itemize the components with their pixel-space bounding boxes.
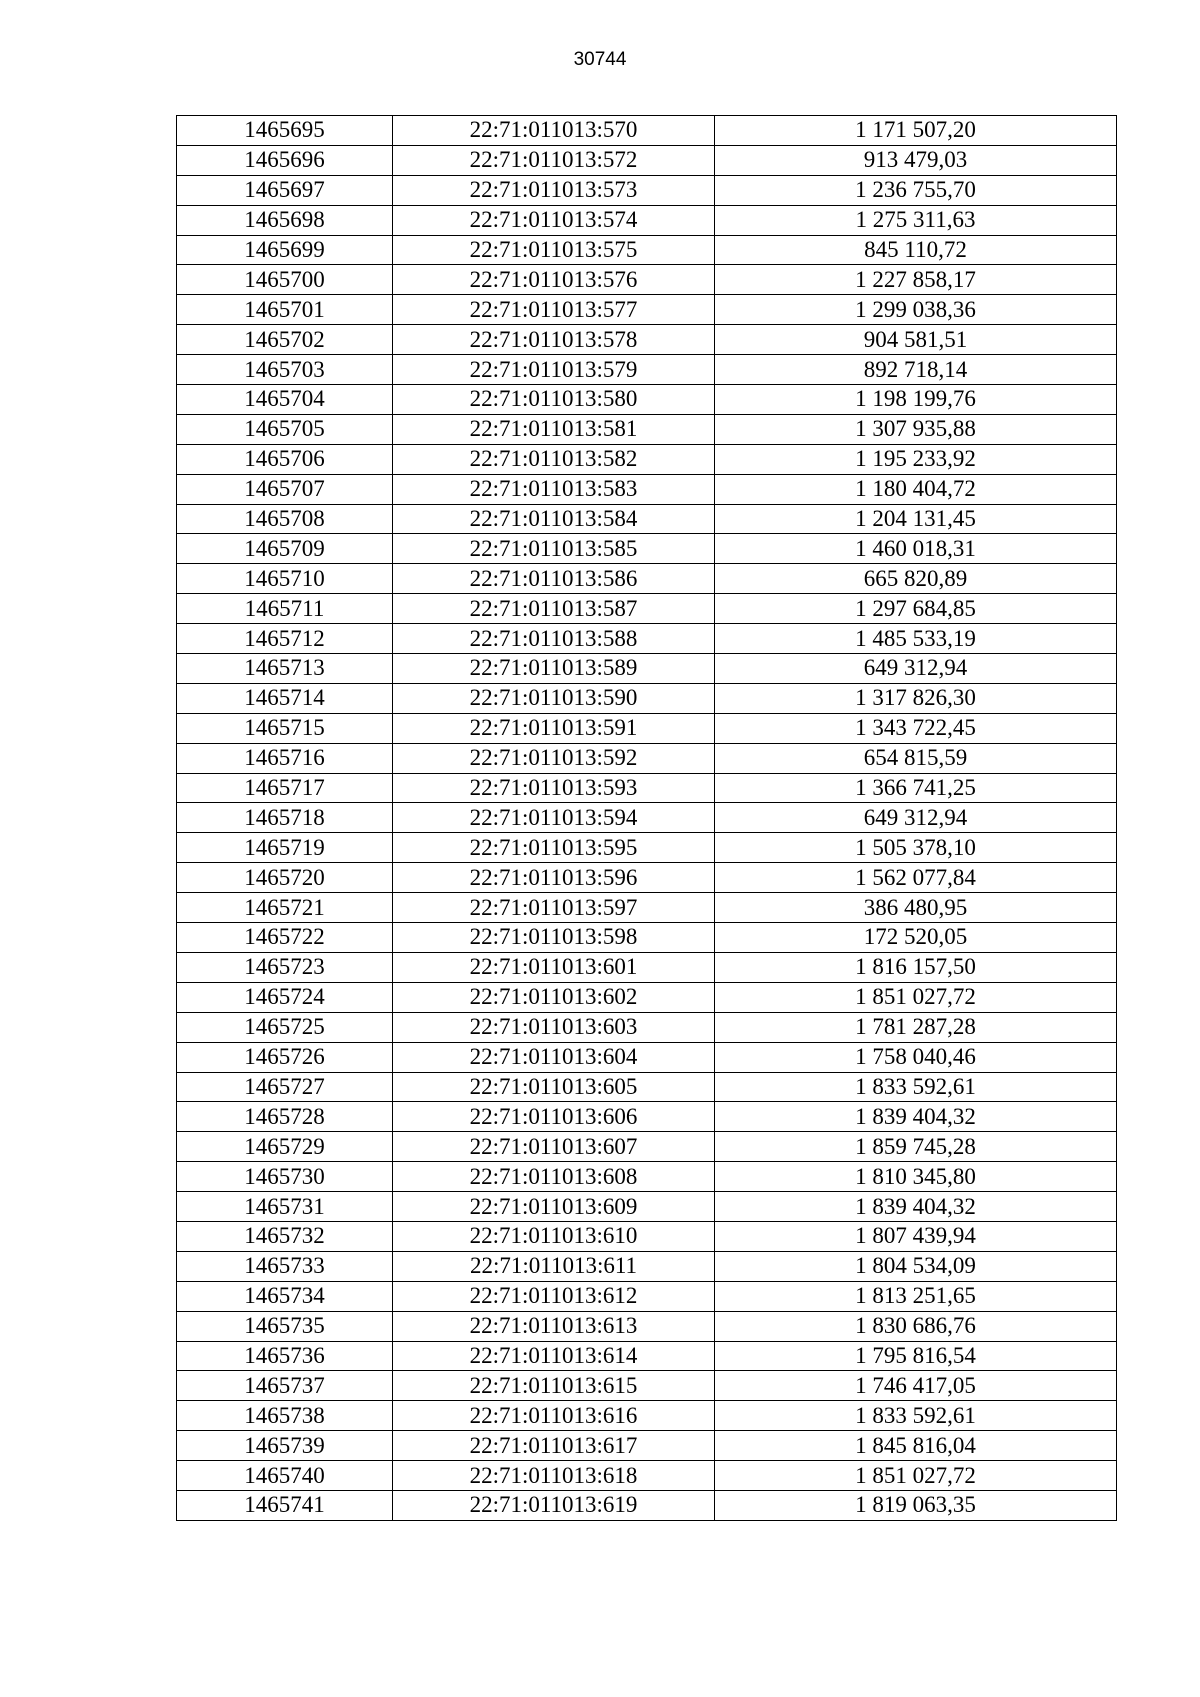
table-row	[177, 743, 1117, 773]
table-row	[177, 624, 1117, 654]
row-number-cell: 1465703	[177, 355, 393, 385]
row-number-cell: 1465720	[177, 863, 393, 893]
cadastral-number-cell: 22:71:011013:598	[393, 923, 715, 953]
cadastral-number-cell: 22:71:011013:611	[393, 1251, 715, 1281]
cadastral-value-cell: 845 110,72	[715, 235, 1117, 265]
cadastral-value-cell: 1 758 040,46	[715, 1042, 1117, 1072]
cadastral-value-cell: 1 816 157,50	[715, 952, 1117, 982]
row-number-cell: 1465707	[177, 474, 393, 504]
cadastral-number-cell: 22:71:011013:593	[393, 773, 715, 803]
row-number-cell: 1465740	[177, 1461, 393, 1491]
cadastral-value-cell: 1 830 686,76	[715, 1311, 1117, 1341]
cadastral-number-cell: 22:71:011013:586	[393, 564, 715, 594]
row-number-cell: 1465733	[177, 1251, 393, 1281]
table-row	[177, 982, 1117, 1012]
cadastral-value-cell: 1 275 311,63	[715, 205, 1117, 235]
cadastral-number-cell: 22:71:011013:606	[393, 1102, 715, 1132]
cadastral-value-cell: 172 520,05	[715, 923, 1117, 953]
cadastral-value-cell: 1 839 404,32	[715, 1102, 1117, 1132]
cadastral-number-cell: 22:71:011013:604	[393, 1042, 715, 1072]
row-number-cell: 1465719	[177, 833, 393, 863]
row-number-cell: 1465726	[177, 1042, 393, 1072]
row-number-cell: 1465729	[177, 1132, 393, 1162]
cadastral-number-cell: 22:71:011013:582	[393, 444, 715, 474]
cadastral-value-cell: 1 460 018,31	[715, 534, 1117, 564]
row-number-cell: 1465718	[177, 803, 393, 833]
cadastral-number-cell: 22:71:011013:612	[393, 1281, 715, 1311]
row-number-cell: 1465721	[177, 893, 393, 923]
cadastral-number-cell: 22:71:011013:596	[393, 863, 715, 893]
cadastral-number-cell: 22:71:011013:572	[393, 145, 715, 175]
cadastral-value-cell: 1 505 378,10	[715, 833, 1117, 863]
table-row	[177, 145, 1117, 175]
row-number-cell: 1465712	[177, 624, 393, 654]
cadastral-value-cell: 1 833 592,61	[715, 1072, 1117, 1102]
table-row	[177, 564, 1117, 594]
table-row	[177, 1431, 1117, 1461]
table-row	[177, 116, 1117, 146]
table-row	[177, 923, 1117, 953]
row-number-cell: 1465727	[177, 1072, 393, 1102]
table-row	[177, 952, 1117, 982]
cadastral-value-cell: 1 804 534,09	[715, 1251, 1117, 1281]
cadastral-number-cell: 22:71:011013:588	[393, 624, 715, 654]
table-row	[177, 1461, 1117, 1491]
row-number-cell: 1465702	[177, 325, 393, 355]
cadastral-value-cell: 1 562 077,84	[715, 863, 1117, 893]
cadastral-number-cell: 22:71:011013:607	[393, 1132, 715, 1162]
cadastral-value-cell: 1 781 287,28	[715, 1012, 1117, 1042]
cadastral-number-cell: 22:71:011013:573	[393, 175, 715, 205]
row-number-cell: 1465696	[177, 145, 393, 175]
table-row	[177, 1281, 1117, 1311]
cadastral-value-cell: 1 307 935,88	[715, 414, 1117, 444]
cadastral-number-cell: 22:71:011013:616	[393, 1401, 715, 1431]
row-number-cell: 1465724	[177, 982, 393, 1012]
row-number-cell: 1465700	[177, 265, 393, 295]
table-row	[177, 1341, 1117, 1371]
table-row	[177, 414, 1117, 444]
row-number-cell: 1465730	[177, 1162, 393, 1192]
table-row	[177, 504, 1117, 534]
table-row	[177, 713, 1117, 743]
row-number-cell: 1465715	[177, 713, 393, 743]
table-row	[177, 654, 1117, 684]
cadastral-value-cell: 649 312,94	[715, 654, 1117, 684]
table-row	[177, 893, 1117, 923]
row-number-cell: 1465723	[177, 952, 393, 982]
cadastral-value-cell: 1 171 507,20	[715, 116, 1117, 146]
table-row	[177, 295, 1117, 325]
table-row	[177, 325, 1117, 355]
cadastral-value-cell: 892 718,14	[715, 355, 1117, 385]
cadastral-value-cell: 1 813 251,65	[715, 1281, 1117, 1311]
cadastral-number-cell: 22:71:011013:583	[393, 474, 715, 504]
table-row	[177, 444, 1117, 474]
row-number-cell: 1465705	[177, 414, 393, 444]
table-row	[177, 803, 1117, 833]
cadastral-number-cell: 22:71:011013:595	[393, 833, 715, 863]
cadastral-number-cell: 22:71:011013:615	[393, 1371, 715, 1401]
cadastral-value-cell: 1 845 816,04	[715, 1431, 1117, 1461]
cadastral-number-cell: 22:71:011013:574	[393, 205, 715, 235]
row-number-cell: 1465739	[177, 1431, 393, 1461]
cadastral-number-cell: 22:71:011013:579	[393, 355, 715, 385]
row-number-cell: 1465722	[177, 923, 393, 953]
table-row	[177, 1251, 1117, 1281]
row-number-cell: 1465699	[177, 235, 393, 265]
table-row	[177, 205, 1117, 235]
cadastral-number-cell: 22:71:011013:570	[393, 116, 715, 146]
cadastral-number-cell: 22:71:011013:590	[393, 683, 715, 713]
table-row	[177, 833, 1117, 863]
cadastral-number-cell: 22:71:011013:592	[393, 743, 715, 773]
cadastral-number-cell: 22:71:011013:608	[393, 1162, 715, 1192]
cadastral-number-cell: 22:71:011013:609	[393, 1192, 715, 1222]
row-number-cell: 1465738	[177, 1401, 393, 1431]
cadastral-number-cell: 22:71:011013:610	[393, 1221, 715, 1251]
cadastral-value-cell: 1 227 858,17	[715, 265, 1117, 295]
cadastral-number-cell: 22:71:011013:618	[393, 1461, 715, 1491]
cadastral-number-cell: 22:71:011013:603	[393, 1012, 715, 1042]
row-number-cell: 1465741	[177, 1490, 393, 1520]
cadastral-value-cell: 649 312,94	[715, 803, 1117, 833]
table-row	[177, 175, 1117, 205]
row-number-cell: 1465734	[177, 1281, 393, 1311]
cadastral-number-cell: 22:71:011013:601	[393, 952, 715, 982]
cadastral-number-cell: 22:71:011013:576	[393, 265, 715, 295]
row-number-cell: 1465698	[177, 205, 393, 235]
cadastral-value-cell: 1 851 027,72	[715, 982, 1117, 1012]
cadastral-value-cell: 1 297 684,85	[715, 594, 1117, 624]
cadastral-number-cell: 22:71:011013:619	[393, 1490, 715, 1520]
row-number-cell: 1465701	[177, 295, 393, 325]
cadastral-number-cell: 22:71:011013:578	[393, 325, 715, 355]
cadastral-value-cell: 904 581,51	[715, 325, 1117, 355]
cadastral-value-cell: 1 485 533,19	[715, 624, 1117, 654]
table-row	[177, 1490, 1117, 1520]
table-row	[177, 1192, 1117, 1222]
cadastral-value-cell: 1 859 745,28	[715, 1132, 1117, 1162]
cadastral-number-cell: 22:71:011013:581	[393, 414, 715, 444]
cadastral-number-cell: 22:71:011013:605	[393, 1072, 715, 1102]
table-row	[177, 1102, 1117, 1132]
cadastral-number-cell: 22:71:011013:614	[393, 1341, 715, 1371]
cadastral-number-cell: 22:71:011013:617	[393, 1431, 715, 1461]
cadastral-number-cell: 22:71:011013:613	[393, 1311, 715, 1341]
table-row	[177, 355, 1117, 385]
row-number-cell: 1465706	[177, 444, 393, 474]
cadastral-value-cell: 1 204 131,45	[715, 504, 1117, 534]
cadastral-value-cell: 654 815,59	[715, 743, 1117, 773]
row-number-cell: 1465735	[177, 1311, 393, 1341]
cadastral-value-cell: 1 198 199,76	[715, 385, 1117, 415]
row-number-cell: 1465710	[177, 564, 393, 594]
table-row	[177, 385, 1117, 415]
table-body	[177, 116, 1117, 1521]
cadastral-value-cell: 1 807 439,94	[715, 1221, 1117, 1251]
row-number-cell: 1465711	[177, 594, 393, 624]
table-row	[177, 594, 1117, 624]
page-number: 30744	[573, 49, 627, 70]
row-number-cell: 1465728	[177, 1102, 393, 1132]
cadastral-value-cell: 1 195 233,92	[715, 444, 1117, 474]
table-row	[177, 1162, 1117, 1192]
row-number-cell: 1465732	[177, 1221, 393, 1251]
cadastral-value-cell: 1 366 741,25	[715, 773, 1117, 803]
row-number-cell: 1465736	[177, 1341, 393, 1371]
table-row	[177, 1221, 1117, 1251]
row-number-cell: 1465717	[177, 773, 393, 803]
cadastral-value-cell: 1 317 826,30	[715, 683, 1117, 713]
row-number-cell: 1465714	[177, 683, 393, 713]
row-number-cell: 1465737	[177, 1371, 393, 1401]
cadastral-number-cell: 22:71:011013:577	[393, 295, 715, 325]
cadastral-number-cell: 22:71:011013:575	[393, 235, 715, 265]
cadastral-value-cell: 1 180 404,72	[715, 474, 1117, 504]
cadastral-value-cell: 1 343 722,45	[715, 713, 1117, 743]
cadastral-number-cell: 22:71:011013:597	[393, 893, 715, 923]
cadastral-number-cell: 22:71:011013:591	[393, 713, 715, 743]
row-number-cell: 1465713	[177, 654, 393, 684]
cadastral-value-cell: 1 746 417,05	[715, 1371, 1117, 1401]
row-number-cell: 1465708	[177, 504, 393, 534]
cadastral-number-cell: 22:71:011013:602	[393, 982, 715, 1012]
table-row	[177, 1371, 1117, 1401]
row-number-cell: 1465731	[177, 1192, 393, 1222]
table-row	[177, 1042, 1117, 1072]
table-row	[177, 1311, 1117, 1341]
row-number-cell: 1465725	[177, 1012, 393, 1042]
table-row	[177, 683, 1117, 713]
table-row	[177, 265, 1117, 295]
cadastral-value-cell: 913 479,03	[715, 145, 1117, 175]
cadastral-number-cell: 22:71:011013:589	[393, 654, 715, 684]
cadastral-value-cell: 1 236 755,70	[715, 175, 1117, 205]
table-row	[177, 863, 1117, 893]
table-row	[177, 235, 1117, 265]
cadastral-value-cell: 1 299 038,36	[715, 295, 1117, 325]
cadastral-value-cell: 1 819 063,35	[715, 1490, 1117, 1520]
cadastral-value-cell: 386 480,95	[715, 893, 1117, 923]
table-row	[177, 773, 1117, 803]
table-row	[177, 474, 1117, 504]
row-number-cell: 1465704	[177, 385, 393, 415]
cadastral-value-cell: 1 795 816,54	[715, 1341, 1117, 1371]
cadastral-value-cell: 1 810 345,80	[715, 1162, 1117, 1192]
table-row	[177, 1401, 1117, 1431]
table-row	[177, 1012, 1117, 1042]
cadastral-number-cell: 22:71:011013:580	[393, 385, 715, 415]
row-number-cell: 1465697	[177, 175, 393, 205]
table-row	[177, 1132, 1117, 1162]
cadastral-value-cell: 1 851 027,72	[715, 1461, 1117, 1491]
cadastral-value-cell: 665 820,89	[715, 564, 1117, 594]
table-row	[177, 534, 1117, 564]
table-row	[177, 1072, 1117, 1102]
cadastral-value-cell: 1 833 592,61	[715, 1401, 1117, 1431]
cadastral-number-cell: 22:71:011013:587	[393, 594, 715, 624]
cadastral-value-table	[176, 115, 1117, 1521]
row-number-cell: 1465709	[177, 534, 393, 564]
cadastral-number-cell: 22:71:011013:594	[393, 803, 715, 833]
cadastral-value-cell: 1 839 404,32	[715, 1192, 1117, 1222]
cadastral-number-cell: 22:71:011013:585	[393, 534, 715, 564]
row-number-cell: 1465695	[177, 116, 393, 146]
row-number-cell: 1465716	[177, 743, 393, 773]
cadastral-number-cell: 22:71:011013:584	[393, 504, 715, 534]
